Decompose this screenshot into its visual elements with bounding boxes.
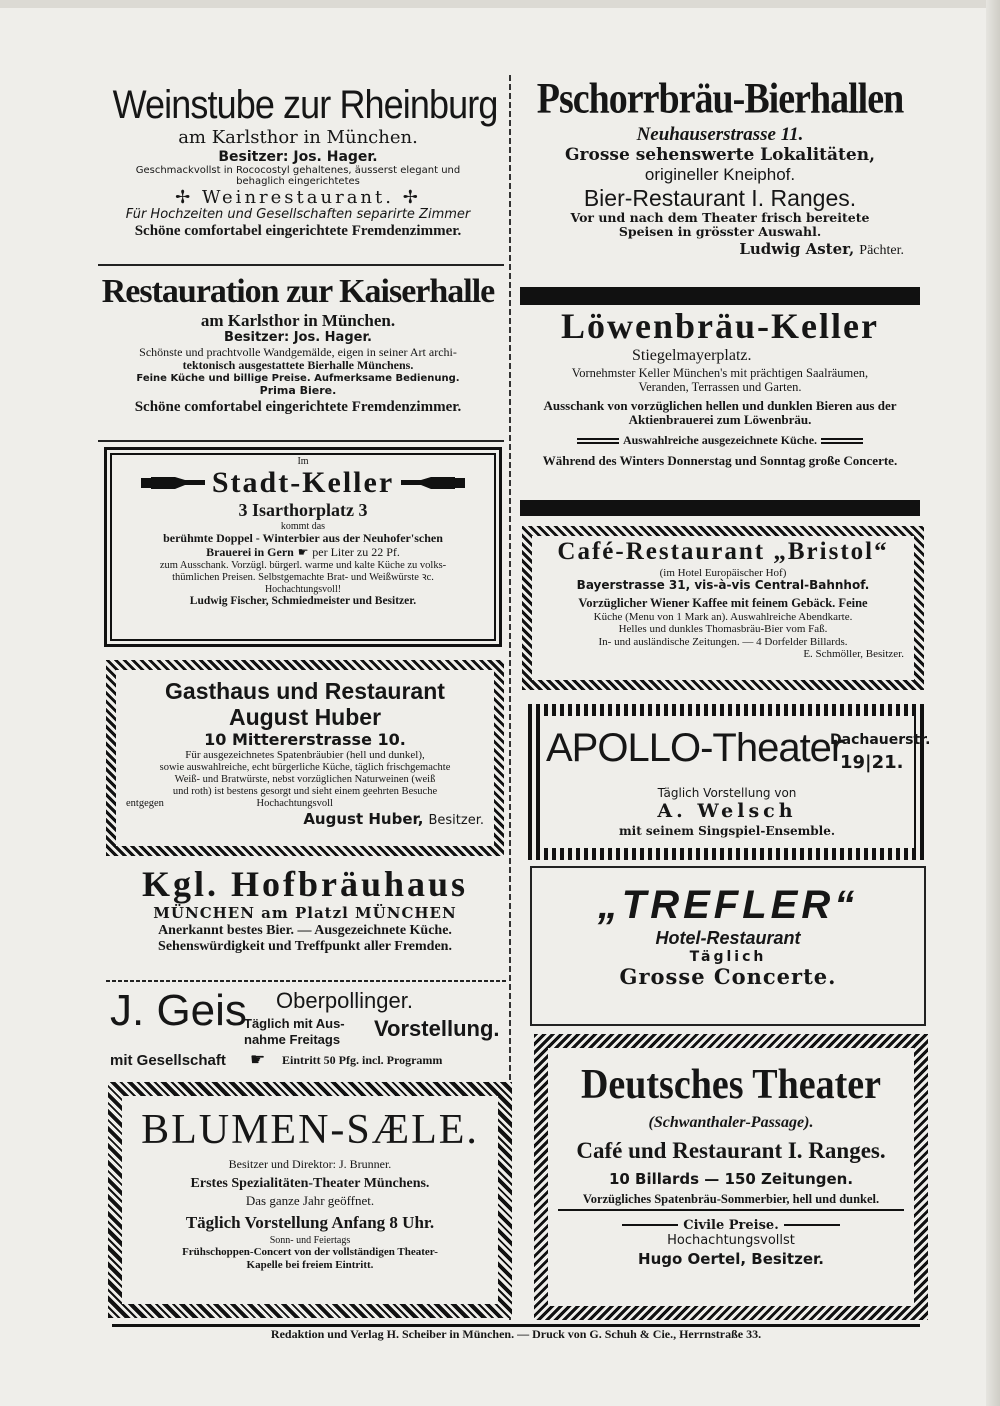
ad-title: Kgl. Hofbräuhaus <box>141 864 469 904</box>
ad-line: Erstes Spezialitäten-Theater Münchens. <box>190 1176 430 1192</box>
ad-line: Hotel-Restaurant <box>655 928 801 948</box>
ad-line: Bayerstrasse 31, vis-à-vis Central-Bahnhof. <box>576 578 870 593</box>
ad-august-huber <box>106 660 504 856</box>
ad-title: Deutsches Theater <box>580 1061 882 1109</box>
ad-line: Weiß- und Bratwürste, nebst vorzüglichen Naturweinen (weiß <box>174 773 436 785</box>
ad-line: Für ausgezeichnetes Spatenbräubier (hell und dunkel), <box>185 749 425 762</box>
ad-line-text: Hochachtungsvoll <box>256 798 333 810</box>
ad-line <box>116 810 494 829</box>
pointing-hand-right-icon <box>139 472 207 494</box>
ad-line: Besitzer und Direktor: J. Brunner. <box>228 1157 392 1172</box>
ad-title: Pschorrbräu-Bierhallen <box>536 74 904 124</box>
ad-line: In- und ausländische Zeitungen. — 4 Dorfelder Billards. <box>598 635 848 648</box>
double-rule-decoration <box>821 438 863 444</box>
ad-line: Vorzügliches Spatenbräu-Sommerbier, hell und dunkel. <box>558 1192 904 1211</box>
page-top-edge <box>0 0 1000 8</box>
ad-line: 10 Mittererstrasse 10. <box>204 729 406 749</box>
ad-line-text: Besitzer. <box>428 813 484 829</box>
ad-line-text: Brauerei in Gern <box>206 544 294 559</box>
footer-text: Redaktion und Verlag H. Scheiber in München. — Druck von G. Schuh & Cie., Herrnstraße 33. <box>270 1327 762 1341</box>
ad-line: tektonisch ausgestattete Bierhalle Münchens. <box>182 358 414 373</box>
ad-line: Hochachtungsvollst <box>667 1233 795 1249</box>
ad-line: Veranden, Terrassen und Garten. <box>638 380 802 395</box>
ad-title: „TREFLER“ <box>597 883 859 927</box>
ad-line: Das ganze Jahr geöffnet. <box>245 1193 375 1209</box>
ad-title: Löwenbräu-Keller <box>561 306 879 346</box>
ad-line-text: Auswahlreiche ausgezeichnete Küche. <box>622 433 818 448</box>
ad-line: Feine Küche und billige Preise. Aufmerksame Bedienung. <box>136 373 460 385</box>
ad-line: Sonn- und Feiertags <box>269 1234 351 1246</box>
ad-line: E. Schmöller, Besitzer. <box>803 648 904 661</box>
ad-line <box>516 240 924 259</box>
ad-line: Für Hochzeiten und Gesellschaften separirte Zimmer <box>125 207 471 223</box>
ad-line-text: Pächter. <box>859 242 904 258</box>
pointing-hand-icon: ☛ <box>250 1050 266 1070</box>
ad-line: und roth) ist bestens gesorgt und sieht einem geehrten Besuche <box>172 786 438 798</box>
ad-line: Küche (Menu von 1 Mark an). Auswahlreiche Abendkarte. <box>593 610 853 623</box>
ad-title: August Huber <box>228 704 382 731</box>
ornament-icon: ✢ <box>402 186 421 208</box>
ornament-icon: ✢ <box>175 186 194 208</box>
ad-line <box>107 546 499 560</box>
ad-line: Neuhauserstrasse 11. <box>636 123 804 145</box>
ad-line: am Karlsthor in München. <box>178 127 418 148</box>
ad-title: Stadt-Keller <box>211 465 395 499</box>
ad-line: Schönste und prachtvolle Wandgemälde, eigen in seiner Art archi- <box>139 344 457 359</box>
ad-line: am Karlsthor in München. <box>200 311 396 331</box>
ad-stadt-keller <box>104 447 502 647</box>
ad-line <box>548 1215 914 1234</box>
footer-imprint <box>112 1328 920 1348</box>
ad-title: J. Geis <box>110 986 247 1035</box>
ad-line: Ausschank von vorzüglichen hellen und dunklen Bieren aus der <box>543 397 897 413</box>
ad-loewenbraeu-keller <box>516 306 924 500</box>
divider-rule <box>98 264 504 266</box>
ad-line: sowie auswahlreiche, echt bürgerliche Küche, täglich frischgemachte <box>159 761 451 773</box>
ad-line: Café und Restaurant I. Ranges. <box>576 1138 886 1164</box>
ad-hofbraeuhaus <box>100 864 510 976</box>
ad-line: nahme Freitags <box>244 1032 341 1047</box>
ad-line: Kapelle bei freiem Eintritt. <box>246 1258 374 1271</box>
ad-line: Bier-Restaurant I. Ranges. <box>583 184 857 211</box>
ad-title: Café-Restaurant „Bristol“ <box>557 538 889 565</box>
divider-rule <box>106 980 508 982</box>
ad-line: Während des Winters Donnerstag und Sonntag große Concerte. <box>542 453 898 469</box>
ad-weinstube-rheinburg <box>92 80 504 262</box>
heavy-rule <box>520 287 920 305</box>
pointing-hand-left-icon <box>399 472 467 494</box>
ad-line: Im <box>297 456 309 467</box>
ad-line: Hugo Oertel, Besitzer. <box>638 1250 824 1269</box>
ad-line <box>116 798 494 810</box>
ad-line: Oberpollinger. <box>276 988 413 1013</box>
ad-line: Ludwig Fischer, Schmiedmeister und Besitzer. <box>189 595 417 608</box>
ad-kaiserhalle <box>92 270 504 438</box>
ad-line: 3 Isarthorplatz 3 <box>238 500 368 520</box>
ad-line: origineller Kneiphof. <box>644 165 796 185</box>
ad-title-row <box>107 466 499 501</box>
ad-title: Gasthaus und Restaurant <box>165 678 445 704</box>
ad-line-text: Ludwig Aster, <box>739 239 855 258</box>
ad-cafe-bristol <box>522 526 924 690</box>
ad-title: BLUMEN-SÆLE. <box>141 1107 479 1153</box>
ad-title: Weinstube zur Rheinburg <box>112 83 498 127</box>
ad-line: Prima Biere. <box>259 383 337 397</box>
ad-line: Täglich Vorstellung von <box>657 786 797 800</box>
ad-line: Vorstellung. <box>374 1016 500 1041</box>
ad-line: A. Welsch <box>657 800 797 822</box>
ad-line: (Schwanthaler-Passage). <box>648 1113 814 1131</box>
ad-line: Eintritt 50 Pfg. incl. Programm <box>282 1053 443 1067</box>
ad-line: (im Hotel Europäischer Hof) <box>659 566 787 579</box>
ad-line: Aktienbrauerei zum Löwenbräu. <box>628 412 812 428</box>
ad-line: Vorzüglicher Wiener Kaffee mit feinem Gebäck. Feine <box>578 596 868 611</box>
ad-line: thümlichen Preisen. Selbstgemachte Brat- und Weißwürste ꝛc. <box>172 571 434 583</box>
ad-title: Restauration zur Kaiserhalle <box>101 273 495 310</box>
ad-line: Helles und dunkles Thomasbräu-Bier vom Faß. <box>618 623 828 636</box>
divider-rule <box>98 440 504 442</box>
ad-trefler <box>530 866 926 1026</box>
ad-line: Sehenswürdigkeit und Treffpunkt aller Fremden. <box>158 938 452 954</box>
ad-line: 19|21. <box>840 752 904 773</box>
rule-decoration <box>622 1224 678 1226</box>
ad-line: zum Ausschank. Vorzügl. bürgerl. warme und kalte Küche zu volks- <box>159 559 447 571</box>
ad-line-text: Weinrestaurant. <box>202 186 394 208</box>
ad-line: Täglich Vorstellung Anfang 8 Uhr. <box>185 1213 435 1233</box>
ad-line: berühmte Doppel - Winterbier aus der Neuhofer'schen <box>163 531 443 546</box>
ad-title: APOLLO-Theater <box>546 726 844 770</box>
heavy-rule <box>520 500 920 516</box>
ad-j-geis <box>104 986 510 1076</box>
double-rule-decoration <box>577 438 619 444</box>
ad-line <box>92 188 504 209</box>
page-right-edge <box>986 0 1000 1406</box>
rule-decoration <box>784 1224 840 1226</box>
ad-line: kommt das <box>280 520 326 532</box>
ad-line: Besitzer: Jos. Hager. <box>224 329 372 345</box>
ad-line: Speisen in grösster Auswahl. <box>618 224 822 240</box>
ad-line <box>516 434 924 448</box>
ad-line-text: per Liter zu 22 Pf. <box>312 544 400 559</box>
ad-line: Vor und nach dem Theater frisch bereitete <box>570 210 870 226</box>
ad-pschorrbraeu <box>516 74 924 278</box>
ad-line: Schöne comfortabel eingerichtete Fremdenzimmer. <box>134 399 462 416</box>
ad-line: Täglich mit Aus- <box>244 1016 345 1031</box>
ad-line: MÜNCHEN am Platzl MÜNCHEN <box>153 904 457 923</box>
ad-line: mit seinem Singspiel-Ensemble. <box>618 824 836 838</box>
ad-line: Grosse sehenswerte Lokalitäten, <box>565 144 875 165</box>
ad-line: behaglich eingerichtetes <box>236 176 360 188</box>
ad-line: Dachauerstr. <box>830 732 931 748</box>
ad-line: Hochachtungsvoll! <box>264 583 342 595</box>
pointing-hand-icon: ☛ <box>297 544 309 559</box>
ad-line: Frühschoppen-Concert von der vollständigen Theater- <box>182 1246 438 1259</box>
ad-line: Täglich <box>689 948 767 965</box>
ad-line-text: Civile Preise. <box>683 1218 779 1234</box>
ad-line: Geschmackvollst in Rococostyl gehaltenes, äusserst elegant und <box>135 164 461 176</box>
ad-line: Schöne comfortabel eingerichtete Fremdenzimmer. <box>134 223 462 240</box>
ad-blumen-saele <box>108 1082 512 1318</box>
ad-deutsches-theater <box>534 1034 928 1320</box>
ad-line: 10 Billards — 150 Zeitungen. <box>608 1169 854 1188</box>
ad-line: Besitzer: Jos. Hager. <box>218 148 378 165</box>
ad-line: Stiegelmayerplatz. <box>632 347 752 365</box>
ad-line: Anerkannt bestes Bier. — Ausgezeichnete Küche. <box>158 922 452 938</box>
ad-line: Grosse Concerte. <box>619 963 837 989</box>
ad-apollo-theater <box>528 704 931 860</box>
ad-line-text: August Huber, <box>303 810 424 829</box>
ad-line: Vornehmster Keller München's mit prächtigen Saalräumen, <box>571 365 869 380</box>
ad-line: mit Gesellschaft <box>110 1052 226 1069</box>
ad-line-text: entgegen <box>126 798 164 810</box>
